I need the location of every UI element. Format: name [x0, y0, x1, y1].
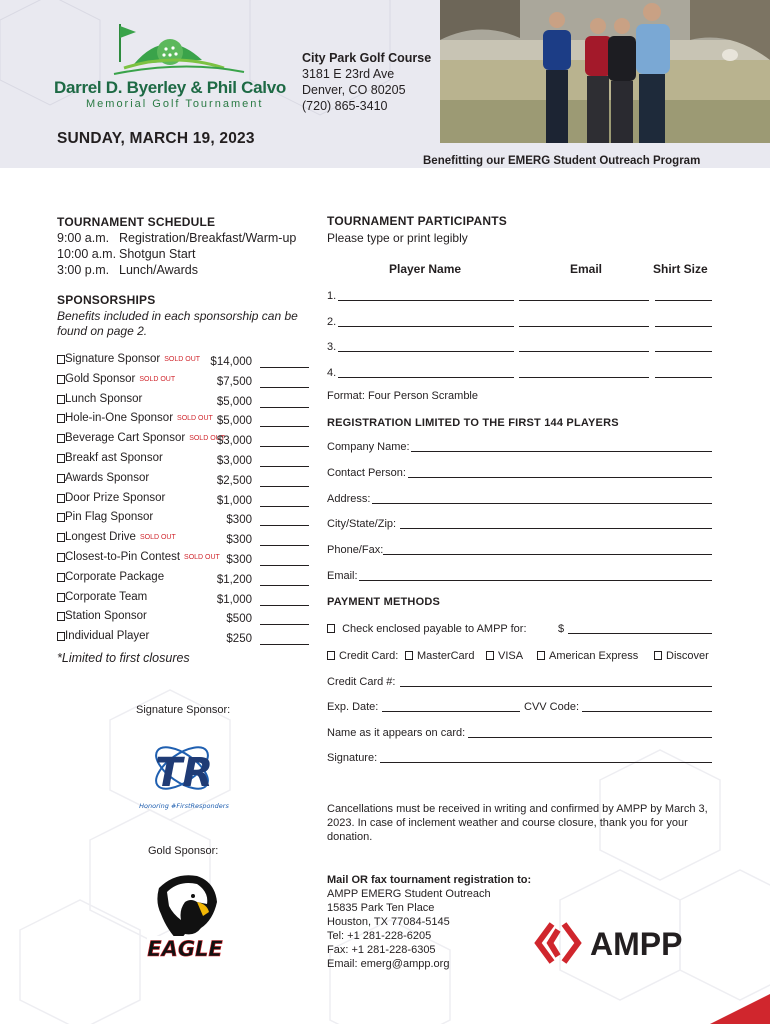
- sponsorship-price: $5,000: [216, 395, 252, 408]
- sponsorship-price: $3,000: [216, 454, 252, 467]
- registration-field-line[interactable]: [411, 451, 712, 452]
- sponsorship-qty-line[interactable]: [260, 446, 309, 447]
- sponsorship-name: Lunch Sponsor: [65, 392, 143, 405]
- mail-title: Mail OR fax tournament registration to:: [327, 874, 532, 886]
- sponsorships-note: Benefits included in each sponsorship can be found on page 2.: [57, 309, 298, 338]
- sponsorship-qty-line[interactable]: [260, 565, 309, 566]
- schedule-row: [57, 246, 296, 262]
- ampp-logo-text: AMPP: [590, 926, 683, 962]
- sponsorship-row[interactable]: [57, 472, 309, 492]
- registration-field-line[interactable]: [408, 477, 712, 478]
- sold-out-badge: SOLD OUT: [139, 534, 176, 542]
- registration-field-line[interactable]: [359, 580, 712, 581]
- name-on-card-label: Name as it appears on card:: [327, 727, 466, 739]
- tournament-subtitle: Memorial Golf Tournament: [86, 98, 264, 110]
- registration-field-label: City/State/Zip:: [327, 518, 397, 531]
- registration-field-label: Company Name:: [327, 441, 410, 453]
- format-text: Format: Four Person Scramble: [327, 390, 478, 402]
- sponsorship-label: [65, 472, 153, 484]
- player-number: 4.: [327, 366, 337, 379]
- sponsorship-qty-line[interactable]: [260, 605, 309, 606]
- sponsorship-name: Closest-to-Pin Contest: [65, 550, 181, 563]
- sponsorship-row[interactable]: [57, 511, 309, 531]
- mail-line: Fax: +1 281-228-6305: [327, 944, 436, 956]
- registration-field-label: Address:: [327, 492, 371, 505]
- eagle-logo-text: EAGLE: [147, 937, 223, 961]
- sponsorship-qty-line[interactable]: [260, 426, 309, 427]
- sponsorship-name: Station Sponsor: [65, 610, 147, 623]
- player-number: 3.: [327, 341, 337, 353]
- sponsorship-name: Pin Flag Sponsor: [65, 511, 154, 524]
- ampp-logo: [534, 918, 716, 968]
- course-address: 3181 E 23rd Ave: [302, 67, 395, 81]
- cvv-line[interactable]: [582, 711, 712, 712]
- schedule-time: 3:00 p.m.: [57, 263, 110, 277]
- sponsorship-checkbox[interactable]: [57, 375, 65, 384]
- player-name-line[interactable]: [338, 351, 514, 352]
- mail-line: AMPP EMERG Student Outreach: [327, 888, 491, 900]
- sponsorship-row[interactable]: [57, 551, 309, 571]
- sponsorship-label: [65, 412, 213, 424]
- sponsorship-row[interactable]: [57, 610, 309, 630]
- discover-checkbox[interactable]: [654, 651, 662, 660]
- signature-line[interactable]: [380, 762, 712, 763]
- sponsorship-qty-line[interactable]: [260, 387, 309, 388]
- schedule-event: Registration/Breakfast/Warm-up: [119, 231, 297, 245]
- participants-subtitle: Please type or print legibly: [327, 231, 468, 245]
- sponsorship-price: $300: [226, 553, 252, 566]
- sponsorship-price: $300: [226, 534, 252, 547]
- mail-line: Houston, TX 77084-5145: [327, 916, 450, 928]
- player-email-line[interactable]: [519, 326, 649, 327]
- sponsorship-checkbox[interactable]: [57, 454, 65, 463]
- sold-out-badge: SOLD OUT: [177, 415, 213, 423]
- signature-sponsor-label: Signature Sponsor:: [136, 704, 231, 716]
- payment-title: PAYMENT METHODS: [327, 596, 441, 608]
- player-shirt-line[interactable]: [655, 351, 712, 352]
- sponsorship-label: [65, 531, 176, 543]
- golfers-photo: [440, 0, 770, 143]
- sponsorship-label: [65, 393, 146, 405]
- schedule-list: [57, 230, 296, 278]
- sponsorship-row[interactable]: [57, 353, 309, 373]
- exp-date-line[interactable]: [382, 711, 520, 712]
- sold-out-badge: SOLD OUT: [164, 356, 201, 363]
- sponsorship-name: Awards Sponsor: [65, 471, 150, 484]
- sponsorship-name: Individual Player: [65, 630, 150, 643]
- sponsorship-checkbox[interactable]: [57, 632, 65, 641]
- discover-option[interactable]: [654, 650, 709, 662]
- sponsorship-checkbox[interactable]: [57, 395, 65, 404]
- tr-logo-tagline: Honoring #FirstResponders: [139, 802, 229, 810]
- sponsorship-checkbox[interactable]: [57, 553, 65, 562]
- schedule-time: 9:00 a.m.: [57, 231, 110, 245]
- amex-label: American Express: [549, 650, 639, 662]
- card-number-label: Credit Card #:: [327, 676, 396, 688]
- schedule-event: Lunch/Awards: [119, 263, 198, 277]
- sponsorship-label: [65, 353, 200, 365]
- player-email-line[interactable]: [519, 377, 649, 378]
- sponsorship-checkbox[interactable]: [57, 593, 65, 602]
- sponsorship-checkbox[interactable]: [57, 434, 65, 443]
- dollar-sign: $: [558, 623, 565, 635]
- col-player-name: Player Name: [389, 262, 462, 276]
- player-name-line[interactable]: [338, 326, 514, 327]
- registration-title: REGISTRATION LIMITED TO THE FIRST 144 PLAYERS: [327, 417, 619, 429]
- mail-line: 15835 Park Ten Place: [327, 902, 435, 914]
- col-shirt-size: Shirt Size: [653, 262, 708, 276]
- sponsorship-qty-line[interactable]: [260, 624, 309, 625]
- sponsorship-row[interactable]: [57, 412, 309, 432]
- sponsorship-label: [65, 571, 168, 583]
- sponsorship-checkbox[interactable]: [57, 474, 65, 483]
- player-email-line[interactable]: [519, 300, 649, 301]
- sold-out-badge: SOLD OUT: [184, 553, 220, 561]
- player-shirt-line[interactable]: [655, 326, 712, 327]
- sponsorship-label: [65, 511, 157, 523]
- check-checkbox[interactable]: [327, 624, 335, 633]
- sponsorship-name: Corporate Team: [65, 590, 148, 603]
- sponsorship-qty-line[interactable]: [260, 367, 309, 368]
- sponsorship-list: [57, 353, 309, 650]
- schedule-row: [57, 230, 296, 246]
- sponsorship-label: [65, 452, 167, 464]
- sponsorships-title: SPONSORSHIPS: [57, 293, 156, 307]
- sponsorship-qty-line[interactable]: [260, 506, 309, 507]
- credit-card-option[interactable]: [327, 650, 398, 662]
- registration-field-label: Phone/Fax:: [327, 544, 384, 557]
- participants-title: TOURNAMENT PARTICIPANTS: [327, 214, 507, 228]
- sponsorship-price: $1,000: [216, 494, 252, 507]
- sponsorship-row[interactable]: [57, 531, 309, 551]
- sponsorship-qty-line[interactable]: [260, 545, 309, 546]
- card-number-line[interactable]: [400, 686, 712, 687]
- mastercard-option[interactable]: [405, 650, 474, 662]
- gold-sponsor-label: Gold Sponsor:: [148, 845, 219, 857]
- player-number: 2.: [327, 315, 337, 328]
- tournament-title: Darrel D. Byerley & Phil Calvo: [54, 78, 286, 97]
- registration-field-line[interactable]: [372, 503, 712, 504]
- player-shirt-line[interactable]: [655, 377, 712, 378]
- credit-card-checkbox[interactable]: [327, 651, 335, 660]
- visa-option[interactable]: [486, 650, 523, 662]
- mail-block: [327, 873, 531, 971]
- cvv-label: CVV Code:: [524, 701, 580, 713]
- registration-field-label: Contact Person:: [327, 466, 406, 479]
- mail-line: Tel: +1 281-228-6205: [327, 930, 432, 942]
- sponsorship-price: $2,500: [216, 474, 252, 487]
- mail-email[interactable]: Email: emerg@ampp.org: [327, 958, 450, 970]
- sponsorship-qty-line[interactable]: [260, 466, 309, 467]
- player-name-line[interactable]: [338, 377, 514, 378]
- sponsorship-qty-line[interactable]: [260, 585, 309, 586]
- sponsorship-label: [65, 551, 220, 563]
- tr-logo-text: TR: [154, 750, 214, 796]
- sponsorship-name: Longest Drive: [65, 531, 136, 544]
- sponsorship-name: Hole-in-One Sponsor: [65, 412, 174, 425]
- sponsorship-price: $1,200: [216, 573, 252, 586]
- sponsorship-price: $14,000: [210, 356, 252, 368]
- course-city: Denver, CO 80205: [302, 83, 406, 97]
- sponsorship-name: Gold Sponsor: [65, 372, 136, 385]
- sponsorship-checkbox[interactable]: [57, 494, 65, 503]
- visa-label: VISA: [498, 650, 524, 662]
- sponsorship-price: $1,000: [216, 593, 252, 606]
- player-name-line[interactable]: [338, 300, 514, 301]
- sponsorship-qty-line[interactable]: [260, 525, 309, 526]
- course-phone: (720) 865-3410: [302, 99, 388, 113]
- credit-card-label: Credit Card:: [339, 650, 399, 662]
- amex-checkbox[interactable]: [537, 651, 545, 660]
- sponsorship-price: $3,000: [216, 435, 252, 448]
- sponsorship-name: Corporate Package: [65, 570, 165, 583]
- registration-field-label: Email:: [327, 570, 358, 582]
- sponsorship-row[interactable]: [57, 432, 309, 452]
- col-email: Email: [570, 262, 603, 276]
- mastercard-checkbox[interactable]: [405, 651, 413, 660]
- check-amount-line[interactable]: [568, 633, 712, 634]
- sponsorship-checkbox[interactable]: [57, 612, 65, 621]
- cancellation-text: Cancellations must be received in writing and confirmed by AMPP by March 3, 2023. In case of inclement weather and course closure, thank you for your donation.: [327, 803, 708, 843]
- sponsorship-row[interactable]: [57, 452, 309, 472]
- sponsorship-name: Beverage Cart Sponsor: [65, 432, 186, 445]
- sponsorship-label: [65, 591, 151, 603]
- sponsorship-label: [65, 432, 225, 444]
- sponsorship-row[interactable]: [57, 393, 309, 413]
- schedule-time: 10:00 a.m.: [57, 247, 117, 261]
- sponsorship-checkbox[interactable]: [57, 355, 65, 364]
- name-on-card-line[interactable]: [468, 737, 712, 738]
- sponsorship-label: [65, 373, 175, 385]
- schedule-event: Shotgun Start: [119, 247, 196, 261]
- course-name: City Park Golf Course: [302, 51, 432, 65]
- schedule-row: [57, 262, 296, 278]
- amex-option[interactable]: [537, 650, 638, 662]
- player-number: 1.: [327, 290, 337, 302]
- sponsorship-row[interactable]: [57, 373, 309, 393]
- event-date: SUNDAY, MARCH 19, 2023: [57, 130, 255, 147]
- sponsorship-checkbox[interactable]: [57, 513, 65, 522]
- sponsorship-label: [65, 492, 169, 504]
- sponsorship-row[interactable]: [57, 630, 309, 650]
- signature-label: Signature:: [327, 752, 378, 764]
- red-corner-accent: [710, 994, 770, 1024]
- sponsorship-name: Breakf ast Sponsor: [65, 451, 163, 464]
- benefit-text: Benefitting our EMERG Student Outreach Program: [423, 155, 701, 167]
- registration-field-line[interactable]: [383, 554, 712, 555]
- check-label: Check enclosed payable to AMPP for:: [342, 623, 527, 635]
- sponsorship-qty-line[interactable]: [260, 644, 309, 645]
- eagle-sponsor-logo: [145, 870, 225, 968]
- mastercard-label: MasterCard: [417, 650, 475, 662]
- sponsorship-name: Door Prize Sponsor: [65, 491, 166, 504]
- sponsorship-checkbox[interactable]: [57, 414, 65, 423]
- sponsorship-qty-line[interactable]: [260, 407, 309, 408]
- player-email-line[interactable]: [519, 351, 649, 352]
- sponsorship-row[interactable]: [57, 591, 309, 611]
- sold-out-badge: SOLD OUT: [189, 435, 225, 443]
- sponsorship-price: $250: [226, 633, 252, 646]
- tr-sponsor-logo: [139, 730, 229, 814]
- sponsorship-price: $300: [226, 514, 252, 527]
- discover-label: Discover: [666, 650, 709, 662]
- course-info: [302, 50, 431, 114]
- sponsorship-row[interactable]: [57, 492, 309, 512]
- sponsorship-checkbox[interactable]: [57, 573, 65, 582]
- sold-out-badge: SOLD OUT: [139, 375, 176, 383]
- schedule-title: TOURNAMENT SCHEDULE: [57, 215, 216, 229]
- sponsorship-label: [65, 610, 151, 622]
- registration-field-line[interactable]: [400, 528, 712, 529]
- exp-date-label: Exp. Date:: [327, 701, 379, 713]
- check-option[interactable]: [327, 623, 527, 635]
- sponsorship-checkbox[interactable]: [57, 533, 65, 542]
- sponsorship-price: $7,500: [216, 375, 252, 388]
- sponsorship-label: [65, 630, 153, 642]
- sponsorship-price: $5,000: [216, 415, 252, 428]
- visa-checkbox[interactable]: [486, 651, 494, 660]
- limited-note: *Limited to first closures: [57, 651, 190, 665]
- sponsorship-row[interactable]: [57, 571, 309, 591]
- sponsorship-name: Signature Sponsor: [65, 353, 161, 365]
- player-shirt-line[interactable]: [655, 300, 712, 301]
- sponsorship-price: $500: [226, 613, 252, 626]
- sponsorship-qty-line[interactable]: [260, 486, 309, 487]
